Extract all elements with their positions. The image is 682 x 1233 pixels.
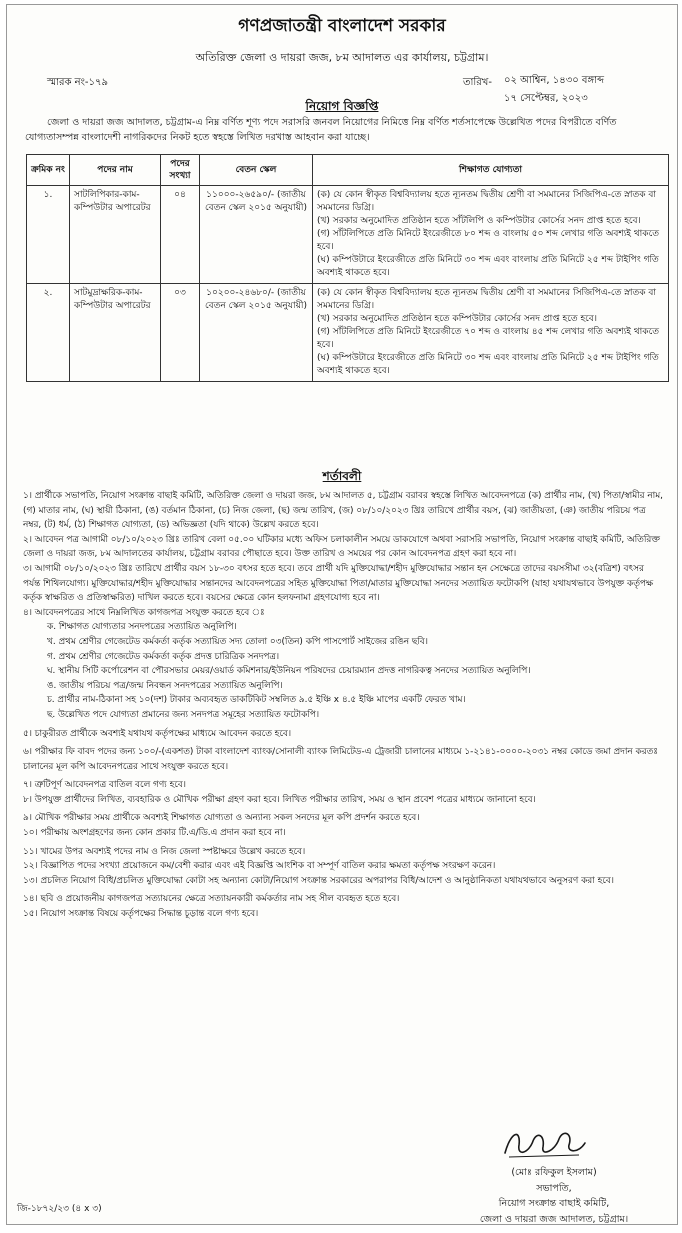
header-pay-scale: বেতন স্কেল <box>200 155 313 186</box>
condition-subitem: ঙ. জাতীয় পরিচয় পত্র/জন্ম নিবন্ধন সনদপত্রের সত্যায়িত অনুলিপি। <box>47 680 283 691</box>
print-code: জি-১৮৭২/২৩ (৪ x ৩) <box>17 1204 102 1214</box>
signatory-role: সভাপতি, <box>536 1182 572 1194</box>
notice-title: নিয়োগ বিজ্ঞপ্তি <box>305 99 379 113</box>
row-qualification <box>313 186 669 284</box>
table-row <box>27 186 669 284</box>
row-post-count: ০৩ <box>161 284 200 382</box>
qualification-item: (গ) সাঁটলিপিতে প্রতি মিনিটে ইংরেজীতে ৭০ শব্দ ও বাংলায় ৪৫ শব্দ লেখার গতি অবশ্যই থাকতে হবে। <box>317 327 659 350</box>
date-bangla: ০২ আশ্বিন, ১৪৩০ বঙ্গাব্দ <box>504 75 605 86</box>
header-qualification: শিক্ষাগত যোগ্যতা <box>313 155 669 186</box>
condition-item: ৭। ত্রুটিপূর্ণ আবেদনপত্র বাতিল বলে গণ্য হবে। <box>23 780 186 791</box>
condition-item: ১৫। নিয়োগ সংক্রান্ত বিষয়ে কর্তৃপক্ষের সিদ্ধান্ত চূড়ান্ত বলে গণ্য হবে। <box>23 909 259 920</box>
condition-item: ১০। পরীক্ষায় অংশগ্রহণের জন্য কোন প্রকার টি.এ/ডি.এ প্রদান করা হবে না। <box>23 828 286 839</box>
condition-item: ১৩। প্রচলিত নিয়োগ বিধি/প্রচলিত মুক্তিযোদ্ধা কোটা সহ অন্যান্য কোটা/নিয়োগ সংক্রান্ত সরকারের অপরাপর বিধি/আদেশ ও আনুষ্ঠানিকতা যথাযথভাবে অনুসরণ করা হবে। <box>23 875 614 886</box>
condition-item: ৯। মৌখিক পরীক্ষার সময় প্রার্থীকে অবশ্যই শিক্ষাগত যোগ্যতা ও অন্যান্য সকল সনদের মূল কপি প্রদর্শন করতে হবে। <box>23 813 420 824</box>
row-serial: ১. <box>27 186 70 284</box>
row-post-count: ০৪ <box>161 186 200 284</box>
condition-item: ৮। উপযুক্ত প্রার্থীদের লিখিত, ব্যবহারিক ও মৌখিক পরীক্ষা গ্রহণ করা হবে। লিখিত পরীক্ষার তারিখ, সময় ও স্থান প্রবেশ পত্রের মাধ্যমে জানানো হবে। <box>23 794 536 805</box>
posts-table <box>26 154 669 382</box>
signatory-court: জেলা ও দায়রা জজ আদালত, চট্টগ্রাম। <box>479 1213 629 1225</box>
row-post-name: সাটমুদ্রাক্ষরিক-কাম-কম্পিউটার অপারেটর <box>70 284 161 382</box>
condition-subitem: গ. প্রথম শ্রেণীর গেজেটেড কর্মকর্তা কর্তৃক প্রদত্ত চারিত্রিক সনদপত্র। <box>47 651 280 662</box>
row-pay-scale: ১০২০০-২৪৬৮০/- (জাতীয় বেতন স্কেল ২০১৫ অনুযায়ী) <box>200 284 313 382</box>
signatory-block <box>439 1165 669 1227</box>
condition-item: ৫। চাকুরীরত প্রার্থীকে অবশ্যই যথাযথ কর্তৃপক্ষের মাধ্যমে আবেদন করতে হবে। <box>23 728 292 739</box>
condition-item: ১৪। ছবি ও প্রয়োজনীয় কাগজপত্র সত্যায়নের ক্ষেত্রে সত্যায়নকারী কর্মকর্তার নাম সহ সীল ব্যবহৃত হতে হবে। <box>23 894 400 905</box>
row-post-name: সাটলিপিকার-কাম-কম্পিউটার অপারেটর <box>70 186 161 284</box>
notice-intro: জেলা ও দায়রা জজ আদালত, চট্টগ্রাম-এ নিম্ন বর্ণিত শূণ্য পদে সরাসরি জনবল নিয়োগের নিমিত্তে নিম্ন বর্ণিত শর্তসাপেক্ষে উল্লেখিত পদের বিপরীতে বর্ণিত যোগ্যতাসম্পন্ন বাংলাদেশী নাগরিকদের নিকট হতে স্বহস্তে লিখিত দরখাস্ত আহবান করা যাচ্ছে। <box>25 117 617 143</box>
condition-subitem: ক. শিক্ষাগত যোগ্যতার সনদপত্রের সত্যায়িত অনুলিপি। <box>47 622 237 633</box>
condition-subitem: খ. প্রথম শ্রেণীর গেজেটেড কর্মকর্তা কর্তৃক সত্যায়িত সদ্য তোলা ০৩(তিন) কপি পাসপোর্ট সাইজের রঙিন ছবি। <box>47 636 428 647</box>
condition-item: ১২। বিজ্ঞাপিত পদের সংখ্যা প্রয়োজনে কম/বেশী করার এবং এই বিজ্ঞপ্তি আংশিক বা সম্পূর্ণ বাতিল করার ক্ষমতা কর্তৃপক্ষ সংরক্ষণ করেন। <box>23 861 496 872</box>
header-serial: ক্রমিক নং <box>27 155 70 186</box>
memo-number: স্মারক নং-১৭৯ <box>47 77 109 88</box>
office-name: অতিরিক্ত জেলা ও দায়রা জজ, ৮ম আদালত এর কার্যালয়, চট্টগ্রাম। <box>195 51 489 64</box>
conditions-title: শর্তাবলী <box>322 469 362 483</box>
condition-item: ১। প্রার্থীকে সভাপতি, নিয়োগ সংক্রান্ত বাছাই কমিটি, অতিরিক্ত জেলা ও দায়রা জজ, ৮ম আদালত ৫, চট্টগ্রাম বরাবর স্বহস্তে লিখিত আবেদনপত্রে (ক) প্রার্থীর নাম, (খ) পিতা/স্বামীর নাম, (গ) মাতার নাম, (ঘ) স্থায়ী ঠিকানা, (ঙ) বর্তমান ঠিকানা, (চ) নিজ জেলা, (ছ) জন্ম তারিখ, (জ) ০৮/১০/২০২৩ খ্রিঃ তারিখে প্রার্থীর বয়স, (ঝ) জাতীয়তা, (ঞ) জাতীয় পরিচয় পত্র নম্বর, (ট) ধর্ম, (ঠ) শিক্ষাগত যোগ্যতা, (ড) অভিজ্ঞতা (যদি থাকে) উল্লেখ করতে হবে। <box>23 491 663 531</box>
condition-item: ৩। আগামী ০৮/১০/২০২৩ খ্রিঃ তারিখে প্রার্থীর বয়স ১৮-৩০ বৎসর হতে হবে। তবে প্রার্থী যদি মুক্তিযোদ্ধা/শহীদ মুক্তিযোদ্ধার সন্তান হন সেক্ষেত্রে তাদের বয়সসীমা ৩২(বত্রিশ) বৎসর পর্যন্ত শিথিলযোগ্য। মুক্তিযোদ্ধার/শহীদ মুক্তিযোদ্ধার সন্তানদের আবেদনপত্রের সহিত মুক্তিযোদ্ধা পিতা/মাতার মুক্তিযোদ্ধা সনদের সত্যায়িত ফটোকপি (যাহা যথাযথভাবে উপযুক্ত কর্তৃপক্ষ কর্তৃক স্বাক্ষরিত ও প্রতিস্বাক্ষরিত) দাখিল করতে হবে। বয়সের ক্ষেত্রে কোন হলফনামা গ্রহণযোগ্য হবে না। <box>23 563 654 604</box>
date-english: ১৭ সেপ্টেম্বর, ২০২৩ <box>504 93 588 104</box>
government-title: গণপ্রজাতন্ত্রী বাংলাদেশ সরকার <box>238 16 446 36</box>
qualification-item: (খ) সরকার অনুমোদিত প্রতিষ্ঠান হতে কম্পিউটার কোর্সের সনদ প্রাপ্ত হতে হবে। <box>317 314 598 324</box>
condition-item: ৪। আবেদনপত্রের সাথে নিম্নলিখিত কাগজপত্র সংযুক্ত করতে হবে ঃ <box>23 607 265 618</box>
row-qualification <box>313 284 669 382</box>
condition-subitem: ঘ. স্থানীয় সিটি কর্পোরেশন বা পৌরসভার মেয়র/ওয়ার্ড কমিশনার/ইউনিয়ন পরিষদের চেয়ারম্যান প্রদত্ত নাগরিকত্ব সনদের সত্যায়িত অনুলিপি। <box>47 666 531 677</box>
condition-item: ২। আবেদন পত্র আগামী ০৮/১০/২০২৩ খ্রিঃ তারিখ বেলা ০৫.০০ ঘটিকার মধ্যে অফিস চলাকালীন সময়ে ডাকযোগে অথবা সরাসরি সভাপতি, নিয়োগ সংক্রান্ত বাছাই কমিটি, অতিরিক্ত জেলা ও দায়রা জজ, ৮ম আদালতের কার্যালয়, চট্টগ্রাম বরাবর পৌছাতে হবে। উক্ত তারিখ ও সময়ের পর কোন আবেদনপত্র গ্রহণ করা হবে না। <box>23 534 660 560</box>
table-row <box>27 284 669 382</box>
condition-item: ১১। খামের উপর অবশ্যই পদের নাম ও নিজ জেলা স্পষ্টাক্ষরে উল্লেখ করতে হবে। <box>23 846 306 857</box>
qualification-item: (ঘ) কম্পিউটারে ইংরেজীতে প্রতি মিনিটে ৩০ শব্দ এবং বাংলায় প্রতি মিনিটে ২৫ শব্দ টাইপিং গতি অবশ্যই থাকতে হবে। <box>317 255 659 278</box>
header-post-name: পদের নাম <box>70 155 161 186</box>
signatory-name: (মোঃ রফিকুল ইসলাম) <box>511 1167 597 1178</box>
row-pay-scale: ১১০০০-২৬৫৯০/- (জাতীয় বেতন স্কেল ২০১৫ অনুযায়ী) <box>200 186 313 284</box>
qualification-item: (গ) সাঁটলিপিতে প্রতি মিনিটে ইংরেজীতে ৮০ শব্দ ও বাংলায় ৫০ শব্দ লেখার গতি অবশ্যই থাকতে হবে। <box>317 229 659 252</box>
qualification-item: (খ) সরকার অনুমোদিত প্রতিষ্ঠান হতে সাঁটলিপি ও কম্পিউটার কোর্সের সনদ প্রাপ্ত হতে হবে। <box>317 216 641 226</box>
condition-item: ৬। পরীক্ষার ফি বাবদ পদের জন্য ১০০/-(একশত) টাকা বাংলাদেশ ব্যাংক/সোনালী ব্যাংক লিমিটেড-এ ট্রেজারী চালানের মাধ্যমে ১-২১৪১-০০০০-২০৩১ নম্বর কোডে জমা প্রদান করতঃ চালানের মূল কপি আবেদনপত্রের সাথে সংযুক্ত করতে হবে। <box>23 747 659 772</box>
table-header-row <box>27 155 669 186</box>
qualification-item: (ঘ) কম্পিউটারে ইংরেজীতে প্রতি মিনিটে ৩০ শব্দ এবং বাংলায় প্রতি মিনিটে ২৫ শব্দ টাইপিং গতি অবশ্যই থাকতে হবে। <box>317 353 659 376</box>
qualification-item: (ক) যে কোন স্বীকৃত বিশ্ববিদ্যালয় হতে ন্যূনতম দ্বিতীয় শ্রেণী বা সমমানের সিজিপিএ-তে স্নাতক বা সমমানের ডিগ্রি। <box>317 190 657 213</box>
date-label: তারিখ- <box>463 77 492 88</box>
notice-page <box>6 4 678 1225</box>
condition-subitem: ছ. উল্লেখিত পদে যোগ্যতা প্রমানের জন্য সনদপত্র সমূহের সত্যায়িত ফটোকপি। <box>47 709 320 720</box>
qualification-item: (ক) যে কোন স্বীকৃত বিশ্ববিদ্যালয় হতে ন্যূনতম দ্বিতীয় শ্রেণী বা সমমানের সিজিপিএ-তে স্নাতক বা সমমানের ডিগ্রি। <box>317 288 657 311</box>
condition-subitem: চ. প্রার্থীর নাম-ঠিকানা সহ ১০(দশ) টাকার অব্যবহৃত ডাকটিকিট সম্বলিত ৯.৫ ইঞ্চি x ৪.৫ ইঞ্চি মাপের একটি ফেরত খাম। <box>47 695 466 706</box>
header-post-count: পদের সংখ্যা <box>161 155 200 186</box>
signature-mark <box>499 1123 589 1163</box>
signatory-committee: নিয়োগ সংক্রান্ত বাছাই কমিটি, <box>498 1198 610 1209</box>
row-serial: ২. <box>27 284 70 382</box>
conditions-list <box>23 489 663 922</box>
